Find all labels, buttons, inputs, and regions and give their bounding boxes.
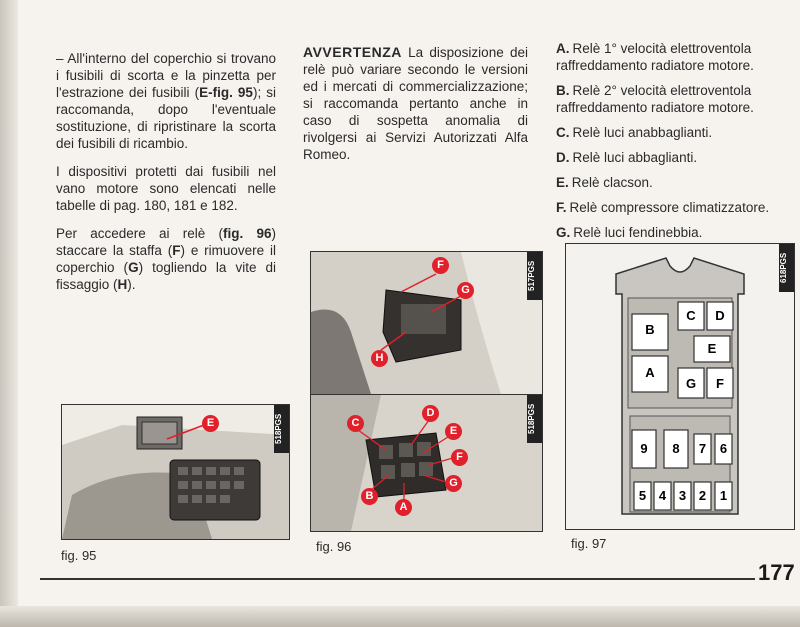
fuse-label-7: 7	[698, 441, 707, 456]
callout-a: A	[395, 499, 412, 516]
figure-96-caption: fig. 96	[316, 539, 352, 554]
callout-g: G	[445, 475, 462, 492]
relay-label-a: A	[645, 365, 655, 380]
figure-97-diagram	[565, 243, 795, 530]
relay-label-f: F	[716, 376, 724, 391]
figure-code: 518PGS	[274, 405, 289, 453]
callout-d: D	[422, 405, 439, 422]
warning-text: La disposizione dei relè può variare secondo le versioni ed i mercati di commercializzazione; si raccomanda pertanto anche in caso di sospetta anomalia di rivolgersi ai Servizi Autorizzati Alfa Romeo.	[303, 45, 528, 162]
callout-h: H	[371, 350, 388, 367]
callout-f: F	[451, 449, 468, 466]
relay-item-b: B. Relè 2° velocità elettroventola raffreddamento radiatore motore.	[556, 83, 754, 115]
paragraph-fuse-tables: I dispositivi protetti dai fusibili nel vano motore sono elencati nelle tabelle di pag. 180, 181 e 182.	[56, 164, 276, 213]
relay-label-c: C	[686, 308, 696, 323]
fuse-label-8: 8	[672, 441, 680, 456]
page-edge-shadow	[0, 606, 800, 627]
warning-paragraph	[303, 44, 528, 163]
fuse-label-9: 9	[640, 441, 648, 456]
relay-item-g: G. Relè luci fendinebbia.	[556, 225, 703, 240]
fuse-label-3: 3	[678, 488, 687, 503]
figure-95-photo	[61, 404, 290, 540]
figure-code: 517PGS	[527, 252, 542, 300]
relay-item-d: D. Relè luci abbaglianti.	[556, 150, 698, 165]
relay-cover-illustration	[311, 252, 542, 394]
page-number: 177	[758, 560, 795, 585]
text-column-2	[303, 44, 528, 174]
fuse-label-5: 5	[638, 488, 647, 503]
callout-e: E	[202, 415, 219, 432]
figure-95-caption: fig. 95	[61, 548, 97, 563]
relay-item-a: A. Relè 1° velocità elettroventola raffreddamento radiatore motore.	[556, 41, 754, 73]
warning-label: AVVERTENZA	[303, 44, 402, 60]
relay-label-e: E	[707, 341, 717, 356]
fig-ref-e95: E-fig. 95	[199, 85, 253, 100]
figure-code: 618PGS	[779, 244, 794, 292]
engine-bay-fuse-box-illustration	[62, 405, 289, 539]
text-column-1	[56, 50, 276, 304]
relay-item-c: C. Relè luci anabbaglianti.	[556, 125, 713, 140]
callout-e: E	[445, 423, 462, 440]
figure-code: 518PGS	[527, 395, 542, 443]
figure-97-caption: fig. 97	[571, 536, 607, 551]
callout-b: B	[361, 488, 378, 505]
relay-item-e: E. Relè clacson.	[556, 175, 653, 190]
figure-96-top-photo	[310, 251, 543, 395]
relay-label-g: G	[685, 376, 697, 391]
fuse-label-6: 6	[719, 441, 728, 456]
callout-c: C	[347, 415, 364, 432]
fuse-label-2: 2	[698, 488, 707, 503]
paragraph-access-relays: Per accedere ai relè (fig. 96) staccare la staffa (F) e rimuovere il coperchio (G) togliendo la vite di fissaggio (H).	[56, 226, 276, 292]
relay-label-d: D	[715, 308, 725, 323]
relay-label-b: B	[645, 322, 655, 337]
figure-96-bottom-photo	[310, 394, 543, 532]
footer-rule	[40, 578, 755, 580]
page-binding	[0, 0, 18, 627]
relay-item-f: F. Relè compressore climatizzatore.	[556, 200, 770, 215]
fuse-label-4: 4	[658, 488, 667, 503]
callout-g: G	[457, 282, 474, 299]
fuse-label-1: 1	[719, 488, 728, 503]
relay-list	[556, 40, 786, 249]
paragraph-spare-fuses: – All'interno del coperchio si trovano i fusibili di scorta e la pinzetta per l'estrazione dei fusibili (E-fig. 95); si raccomanda, dopo l'eventuale sostituzione, di ripristinare la scorta dei fusibili di ricambio.	[56, 51, 277, 151]
callout-f: F	[432, 257, 449, 274]
